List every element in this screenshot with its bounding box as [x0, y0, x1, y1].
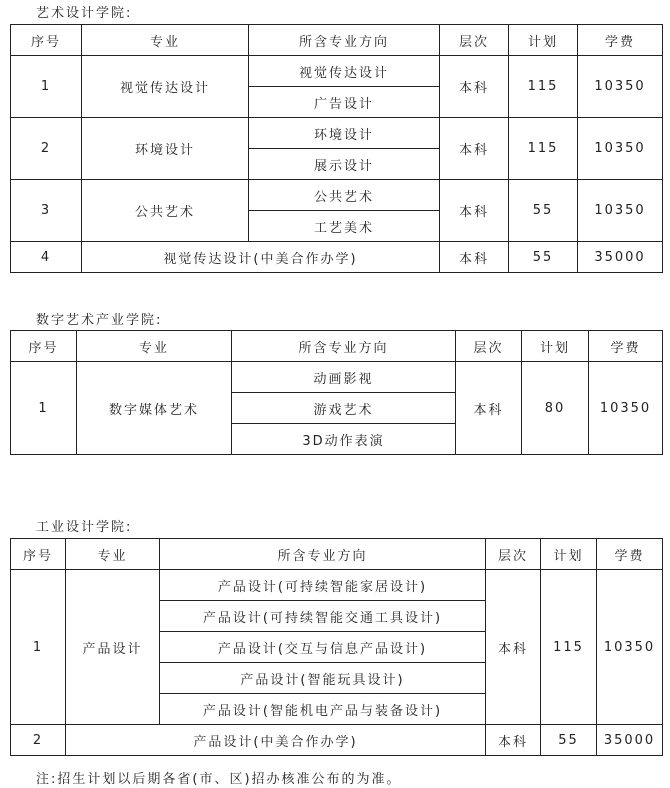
header-major: 专业 — [66, 539, 160, 570]
cell-direction: 展示设计 — [249, 149, 440, 180]
cell-no: 1 — [11, 56, 82, 118]
cell-no: 1 — [11, 570, 66, 725]
cell-major: 视觉传达设计(中美合作办学) — [82, 242, 440, 273]
header-no: 序号 — [11, 25, 82, 56]
header-fee: 学费 — [597, 539, 663, 570]
table-row — [11, 570, 663, 601]
industrial-design-table — [10, 538, 663, 756]
cell-major: 视觉传达设计 — [82, 56, 249, 118]
header-plan: 计划 — [522, 331, 589, 362]
cell-fee: 35000 — [597, 725, 663, 756]
header-fee: 学费 — [589, 331, 663, 362]
table-row — [11, 242, 663, 273]
cell-major: 产品设计 — [66, 570, 160, 725]
header-level: 层次 — [440, 25, 509, 56]
cell-direction: 动画影视 — [232, 362, 456, 393]
footnote: 注:招生计划以后期各省(市、区)招办核准公布的为准。 — [36, 772, 402, 787]
cell-fee: 35000 — [578, 242, 663, 273]
cell-direction: 工艺美术 — [249, 211, 440, 242]
section2-heading: 数字艺术产业学院: — [36, 313, 163, 328]
table-row — [11, 118, 663, 149]
cell-level: 本科 — [440, 56, 509, 118]
section3-heading: 工业设计学院: — [36, 520, 133, 535]
cell-direction: 游戏艺术 — [232, 393, 456, 424]
header-fee: 学费 — [578, 25, 663, 56]
section1-heading: 艺术设计学院: — [36, 6, 133, 21]
cell-direction: 公共艺术 — [249, 180, 440, 211]
cell-direction: 视觉传达设计 — [249, 56, 440, 87]
cell-plan: 55 — [509, 180, 578, 242]
header-directions: 所含专业方向 — [232, 331, 456, 362]
cell-plan: 55 — [509, 242, 578, 273]
cell-direction: 产品设计(智能机电产品与装备设计) — [160, 694, 486, 725]
cell-direction: 3D动作表演 — [232, 424, 456, 455]
table-row — [11, 180, 663, 211]
cell-no: 1 — [11, 362, 77, 455]
cell-no: 2 — [11, 725, 66, 756]
cell-level: 本科 — [486, 725, 541, 756]
table-header-row — [11, 25, 663, 56]
cell-fee: 10350 — [597, 570, 663, 725]
cell-plan: 55 — [541, 725, 597, 756]
header-plan: 计划 — [541, 539, 597, 570]
cell-direction: 产品设计(可持续智能交通工具设计) — [160, 601, 486, 632]
cell-fee: 10350 — [578, 180, 663, 242]
header-directions: 所含专业方向 — [160, 539, 486, 570]
cell-no: 2 — [11, 118, 82, 180]
table-row — [11, 362, 663, 393]
table-header-row — [11, 539, 663, 570]
art-design-table — [10, 24, 663, 273]
cell-major: 环境设计 — [82, 118, 249, 180]
cell-fee: 10350 — [589, 362, 663, 455]
header-major: 专业 — [82, 25, 249, 56]
cell-plan: 115 — [541, 570, 597, 725]
cell-fee: 10350 — [578, 118, 663, 180]
cell-fee: 10350 — [578, 56, 663, 118]
cell-plan: 115 — [509, 56, 578, 118]
cell-direction: 产品设计(可持续智能家居设计) — [160, 570, 486, 601]
cell-major: 数字媒体艺术 — [77, 362, 232, 455]
cell-level: 本科 — [440, 180, 509, 242]
cell-direction: 广告设计 — [249, 87, 440, 118]
table-row — [11, 56, 663, 87]
digital-art-table — [10, 330, 663, 455]
cell-direction: 产品设计(智能玩具设计) — [160, 663, 486, 694]
cell-direction: 环境设计 — [249, 118, 440, 149]
cell-level: 本科 — [486, 570, 541, 725]
header-level: 层次 — [456, 331, 522, 362]
cell-plan: 80 — [522, 362, 589, 455]
header-major: 专业 — [77, 331, 232, 362]
cell-level: 本科 — [456, 362, 522, 455]
header-directions: 所含专业方向 — [249, 25, 440, 56]
cell-level: 本科 — [440, 242, 509, 273]
cell-level: 本科 — [440, 118, 509, 180]
cell-no: 4 — [11, 242, 82, 273]
cell-direction: 产品设计(交互与信息产品设计) — [160, 632, 486, 663]
header-no: 序号 — [11, 539, 66, 570]
cell-no: 3 — [11, 180, 82, 242]
cell-major: 产品设计(中美合作办学) — [66, 725, 486, 756]
header-plan: 计划 — [509, 25, 578, 56]
header-level: 层次 — [486, 539, 541, 570]
cell-plan: 115 — [509, 118, 578, 180]
header-no: 序号 — [11, 331, 77, 362]
table-header-row — [11, 331, 663, 362]
cell-major: 公共艺术 — [82, 180, 249, 242]
table-row — [11, 725, 663, 756]
